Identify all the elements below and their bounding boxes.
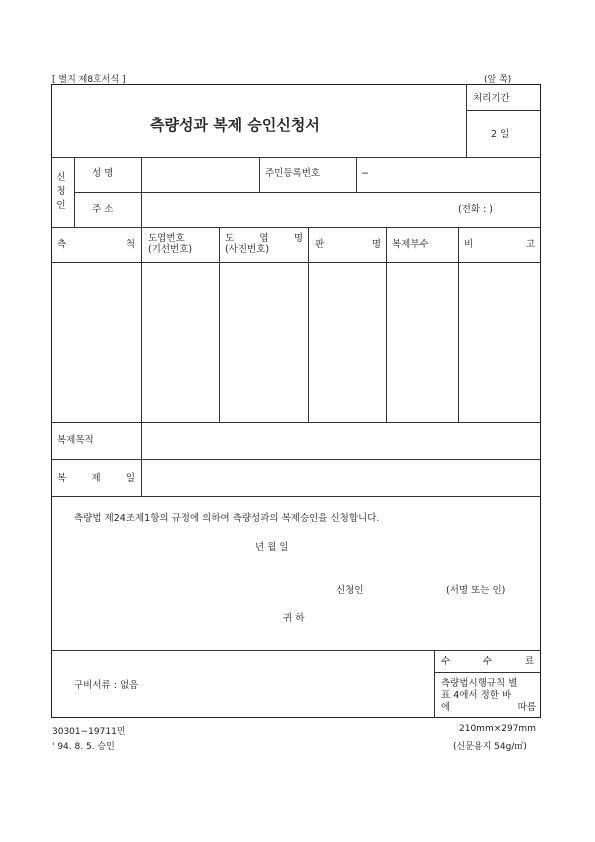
divider xyxy=(52,157,540,158)
column-header-map-name: 도 엽 명 (사진번호) xyxy=(225,233,303,256)
resident-number-field[interactable]: − xyxy=(361,168,369,179)
page-side-label: (앞 쪽) xyxy=(484,75,512,85)
divider xyxy=(259,157,260,192)
purpose-label: 복제목적 xyxy=(57,435,94,446)
form-code: 30301−19711민 xyxy=(52,727,126,737)
column-header-survey: 측 척 xyxy=(57,239,135,250)
divider xyxy=(219,227,220,422)
divider xyxy=(308,227,309,422)
divider xyxy=(52,262,540,263)
column-header-copies: 복제부수 xyxy=(392,239,429,250)
processing-period-label: 처리기간 xyxy=(473,93,510,104)
divider xyxy=(466,85,467,157)
paper-type: (신문용지 54g/㎡) xyxy=(453,742,527,752)
addressee-label: 귀 하 xyxy=(283,613,305,624)
resident-number-label: 주민등록번호 xyxy=(265,168,321,179)
copy-date-label: 복 제 일 xyxy=(57,473,135,484)
divider xyxy=(52,496,540,497)
divider xyxy=(141,227,142,422)
applicant-sign-label: 신청인 xyxy=(336,585,364,596)
form-title: 측량성과 복제 승인신청서 xyxy=(150,116,320,134)
column-header-map-number: 도엽번호 (기선번호) xyxy=(148,233,193,256)
divider xyxy=(434,650,435,717)
name-field[interactable] xyxy=(145,164,257,186)
phone-field[interactable]: (전화 : ) xyxy=(458,204,494,215)
signature-note: (서명 또는 인) xyxy=(446,585,506,596)
address-label: 주 소 xyxy=(92,204,114,215)
applicant-label: 신청인 xyxy=(56,172,66,211)
divider xyxy=(458,227,459,422)
divider xyxy=(52,227,540,228)
divider xyxy=(52,650,540,651)
address-field[interactable] xyxy=(145,199,445,221)
divider xyxy=(52,422,540,423)
divider xyxy=(386,227,387,422)
divider xyxy=(74,192,540,193)
date-line[interactable]: 년 월 일 xyxy=(255,542,289,553)
divider xyxy=(52,459,540,460)
purpose-field[interactable] xyxy=(145,428,535,452)
divider xyxy=(434,672,540,673)
declaration-text: 측량법 제24조제1항의 규정에 의하여 측량성과의 복제승인을 신청합니다. xyxy=(74,513,380,524)
divider xyxy=(356,157,357,192)
column-header-edition: 판 명 xyxy=(315,239,381,250)
copy-date-field[interactable] xyxy=(145,465,535,489)
column-header-remarks: 비 고 xyxy=(464,239,535,250)
fee-text: 측량법시행규칙 별 표 4에서 정한 바 에 따름 xyxy=(441,678,536,713)
paper-size: 210mm×297mm xyxy=(459,724,536,734)
approval-date: ' 94. 8. 5. 승인 xyxy=(52,742,115,752)
processing-period-value: 2 일 xyxy=(491,129,510,140)
divider xyxy=(466,110,540,111)
form-number-label: [ 별지 제8호서식 ] xyxy=(52,75,126,85)
fee-label: 수 수 료 xyxy=(441,656,534,667)
required-documents-label: 구비서류 : 없음 xyxy=(74,680,139,691)
name-label: 성 명 xyxy=(92,168,114,179)
